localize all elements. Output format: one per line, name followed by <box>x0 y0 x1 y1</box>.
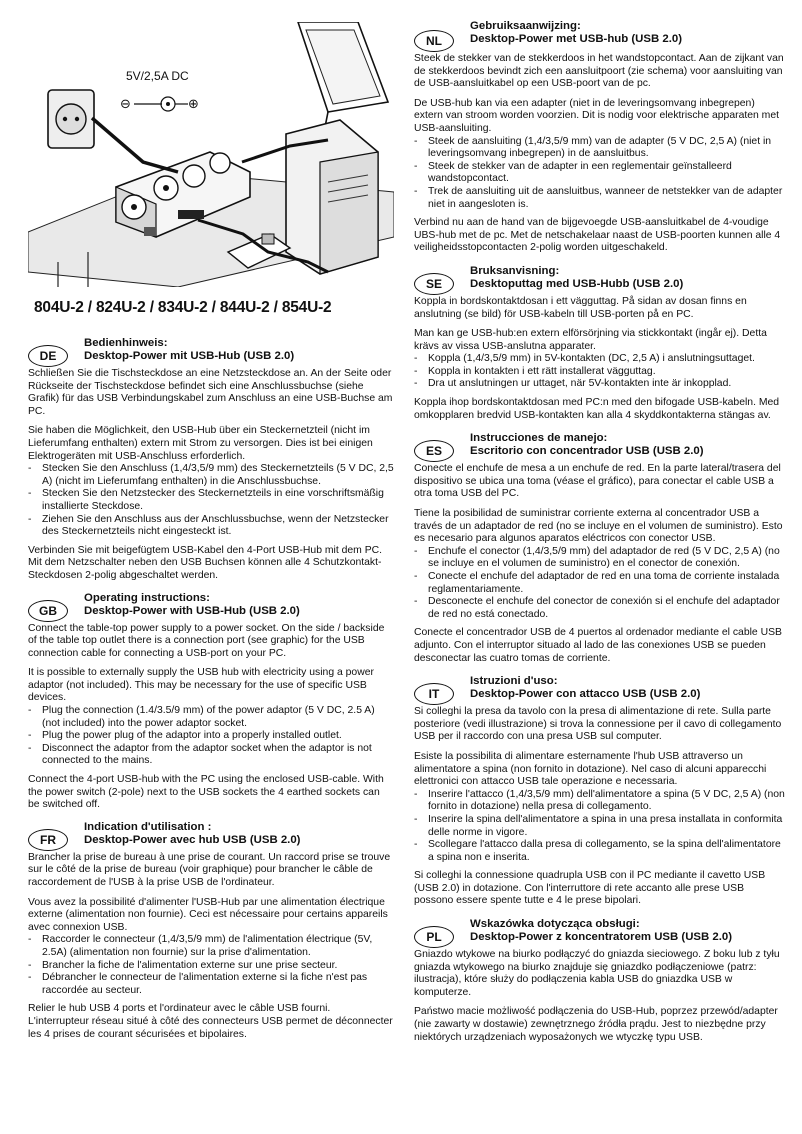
list-item: - Koppla (1,4/3,5/9 mm) in 5V-kontakten (DC, 2,5 A) i anslutningsuttaget. <box>414 353 786 366</box>
product-illustration <box>28 22 394 287</box>
step-list <box>414 546 786 622</box>
section-es <box>414 432 786 665</box>
paragraph: Verbinden Sie mit beigefügtem USB-Kabel den 4-Port USB-Hub mit dem PC. Mit dem Netzschalter neben den USB Buchsen können alle 4 Schutzkontakt-Steckdosen 2-polig abgeschaltet werden. <box>28 544 383 581</box>
list-item: - Enchufe el conector (1,4/3,5/9 mm) del adaptador de red (5 V DC, 2,5 A) (no se incluye en el volumen de suministro) en el conector de conexión. <box>414 546 786 571</box>
section-it <box>414 675 786 908</box>
paragraph: Państwo macie możliwość podłączenia do USB-Hub, poprzez przewód/adapter (nie zawarty w dostawie) zewnętrznego źródła prądu. Jest to niezbędne przy niektórych urządzeniach wyposażonych we wtyczkę typu USB. <box>414 1006 778 1043</box>
paragraph: Verbind nu aan de hand van de bijgevoegde USB-aansluitkabel de 4-voudige UBS-hub met de pc. Met de netschakelaar naast de USB-poorten kunnen alle 4 veiligheidsstopcontacten 2-polig worden uitgeschakeld. <box>414 217 781 254</box>
section-subtitle: Escritorio con concentrador USB (USB 2.0) <box>470 445 704 458</box>
paragraph: Gniazdo wtykowe na biurko podłączyć do gniazda sieciowego. Z boku lub z tyłu gniazda wtykowego na biurko znajduje się gniazdko podłączeniowe (patrz: ilustracja), które służy do podłączenia kabla USB do gniazdka USB w komputerze. <box>414 949 780 998</box>
list-item: - Ziehen Sie den Anschluss aus der Anschlussbuchse, wenn der Netzstecker des Steckernetzteils nicht eingesteckt ist. <box>28 514 394 539</box>
minus-symbol-icon: ⊖ <box>120 97 131 112</box>
language-badge-fr: FR <box>28 829 68 851</box>
paragraph: Schließen Sie die Tischsteckdose an eine Netzsteckdose an. An der Seite oder Rückseite der Tischsteckdose befindet sich eine Anschlussbuchse (siehe Grafik) für das USB Verbindungskabel zum Anschluss an eine USB-Buchse am PC. <box>28 368 393 417</box>
section-se <box>414 265 786 422</box>
paragraph: Steek de stekker van de stekkerdoos in het wandstopcontact. Aan de zijkant van de stekkerdoos bevindt zich een aansluitpoort (zie schema) voor aansluiting van de USB-aansluitkabel op een USB-poort van de pc. <box>414 53 784 90</box>
left-column <box>28 0 394 1050</box>
paragraph: Vous avez la possibilité d'alimenter l'USB-Hub par une alimentation électrique externe (alimentation non fournie). Ceci est nécessaire pour certains appareils avec connexion USB. <box>28 896 388 933</box>
section-title: Wskazówka dotycząca obsługi: <box>470 918 640 931</box>
list-item: - Raccorder le connecteur (1,4/3,5/9 mm) de l'alimentation électrique (5V, 2.5A) (alimentation non fournie) sur la prise d'alimentation. <box>28 934 394 959</box>
section-subtitle: Desktop-Power con attacco USB (USB 2.0) <box>470 688 701 701</box>
paragraph: Koppla ihop bordskontaktdosan med PC:n med den bifogade USB-kabeln. Med omkopplaren bredvid USB-kontakten kan alla 4 skyddkontakterna stängas av. <box>414 397 780 421</box>
right-column <box>414 0 786 1054</box>
section-subtitle: Desktop-Power z koncentratorem USB (USB 2.0) <box>470 931 733 944</box>
section-title: Operating instructions: <box>84 591 210 604</box>
language-badge-gb: GB <box>28 600 68 622</box>
section-subtitle: Desktop-Power met USB-hub (USB 2.0) <box>470 33 683 46</box>
wall-socket-icon <box>48 90 94 148</box>
paragraph: It is possible to externally supply the USB hub with electricity using a power adaptor (not included). This may be necessary for the use of specific USB devices. <box>28 667 374 704</box>
section-subtitle: Desktoputtag med USB-Hubb (USB 2.0) <box>470 278 684 291</box>
list-item: - Trek de aansluiting uit de aansluitbus, wanneer de netstekker van de adapter niet in aangesloten is. <box>414 186 786 211</box>
language-badge-nl: NL <box>414 30 454 52</box>
section-subtitle: Desktop-Power with USB-Hub (USB 2.0) <box>84 604 300 617</box>
list-item: - Steek de stekker van de adapter in een reglementair geïnstalleerd wandstopcontact. <box>414 161 786 186</box>
paragraph: Relier le hub USB 4 ports et l'ordinateur avec le câble USB fourni. L'interrupteur réseau situé à côté des connecteurs USB permet de déconnecter les 4 prises de courant sécurisées et bipolaires. <box>28 1003 393 1040</box>
list-item: - Stecken Sie den Anschluss (1,4/3,5/9 mm) des Steckernetzteils (5 V DC, 2,5 A) (nicht im Lieferumfang enthalten) in die Anschlussbuchse. <box>28 463 394 488</box>
section-title: Bedienhinweis: <box>84 337 168 349</box>
list-item: - Plug the connection (1.4/3.5/9 mm) of the power adaptor (5 V DC, 2.5 A) (not included) into the power adaptor socket. <box>28 705 394 730</box>
section-nl <box>414 20 786 255</box>
paragraph: Conecte el enchufe de mesa a un enchufe de red. En la parte lateral/trasera del dispositivo se ubica una toma (véase el gráfico), para conectar el cable USB a otra toma USB del PC. <box>414 463 781 500</box>
step-list <box>28 705 394 768</box>
section-title: Indication d'utilisation : <box>84 820 212 833</box>
paragraph: Connect the 4-port USB-hub with the PC using the enclosed USB-cable. With the power switch (2-pole) next to the USB sockets the 4 earthed sockets can be switched off. <box>28 774 384 811</box>
setup-diagram <box>28 22 394 287</box>
paragraph: Man kan ge USB-hub:en extern elförsörjning via stickkontakt (ingår ej). Detta krävs av vissa USB-anslutna apparater. <box>414 328 767 352</box>
paragraph: Tiene la posibilidad de suministrar corriente externa al concentrador USB a través de un adaptador de red (no se incluye en el volumen de suministro). Esto es necesario para algunos aparatos eléctricos con conector USB. <box>414 508 783 545</box>
list-item: - Disconnect the adaptor from the adaptor socket when the adaptor is not connected to the mains. <box>28 743 394 768</box>
plus-symbol-icon: ⊕ <box>188 97 199 112</box>
step-list <box>28 463 394 539</box>
cable-line <box>92 118 178 172</box>
list-item: - Desconecte el enchufe del conector de conexión si el enchufe del adaptador de red no está conectado. <box>414 596 786 621</box>
language-badge-se: SE <box>414 273 454 295</box>
list-item: - Brancher la fiche de l'alimentation externe sur une prise secteur. <box>28 960 394 973</box>
section-de <box>28 337 394 583</box>
list-item: - Dra ut anslutningen ur uttaget, när 5V-kontakten inte är inkopplad. <box>414 378 786 391</box>
paragraph: Esiste la possibilita di alimentare esternamente l'hub USB attraverso un alimentatore a spina (non fornito in dotazione). Nel caso di alcuni apparecchi elettronici con attacco USB tale operazione e necessaria. <box>414 750 767 788</box>
section-title: Gebruiksaanwijzing: <box>470 20 581 32</box>
language-badge-de: DE <box>28 345 68 367</box>
paragraph: De USB-hub kan via een adapter (niet in de leveringsomvang inbegrepen) extern van stroom worden voorzien. Dit is nodig voor elektrische apparaten met USB-aansluiting. <box>414 97 780 134</box>
list-item: - Inserire la spina dell'alimentatore a spina in una presa installata in conformita delle norme in vigore. <box>414 814 786 839</box>
model-numbers: 804U-2 / 824U-2 / 834U-2 / 844U-2 / 854U-2 <box>34 299 332 316</box>
section-gb <box>28 592 394 812</box>
paragraph: Si colleghi la connessione quadrupla USB con il PC mediante il cavetto USB (USB 2.0) in dotazione. Con l'interruttore di rete accanto alle prese USB possono essere spente tutte e 4 le prese bipolari. <box>414 870 766 907</box>
paragraph: Koppla in bordskontaktdosan i ett vägguttag. På sidan av dosan finns en anslutning (se bild) för USB-kabeln till USB-porten på en PC. <box>414 295 747 320</box>
list-item: - Scollegare l'attacco dalla presa di collegamento, se la spina dell'alimentatore a spina non e inserita. <box>414 839 786 864</box>
monitor-icon <box>298 22 388 132</box>
list-item: - Plug the power plug of the adaptor into a properly installed outlet. <box>28 730 394 743</box>
paragraph: Si colleghi la presa da tavolo con la presa di alimentazione di rete. Sulla parte posteriore (vedi illustrazione) si trova la connessione per il cavo di collegamento USB per il raccordo con una presa USB sul computer. <box>414 706 782 743</box>
language-badge-pl: PL <box>414 926 454 948</box>
language-badge-es: ES <box>414 440 454 462</box>
section-fr <box>28 821 394 1041</box>
step-list <box>414 789 786 865</box>
dc-adapter-label <box>120 69 199 112</box>
list-item: - Inserire l'attacco (1,4/3,5/9 mm) dell'alimentatore a spina (5 V DC, 2,5 A) (non fornito in dotazione) nella presa di collegamento. <box>414 789 786 814</box>
paragraph: Conecte el concentrador USB de 4 puertos al ordenador mediante el cable USB adjunto. Con el interruptor situado al lado de las conexiones USB se pueden desconectar las cuatro tomas de corriente. <box>414 627 782 664</box>
paragraph: Sie haben die Möglichkeit, den USB-Hub über ein Steckernetzteil (nicht im Lieferumfang enthalten) extern mit Strom zu versorgen. Dies ist bei einigen Elektrogeräten mit USB-Anschluss erforderlich. <box>28 425 373 462</box>
section-title: Instrucciones de manejo: <box>470 432 608 445</box>
list-item: - Conecte el enchufe del adaptador de red en una toma de corriente instalada reglamentariamente. <box>414 571 786 596</box>
list-item: - Steek de aansluiting (1,4/3,5/9 mm) van de adapter (5 V DC, 2,5 A) (niet in leveringsomvang inbegrepen) in de aansluitbus. <box>414 136 786 161</box>
section-subtitle: Desktop-Power avec hub USB (USB 2.0) <box>84 834 301 847</box>
section-title: Bruksanvisning: <box>470 264 560 277</box>
paragraph: Connect the table-top power supply to a power socket. On the side / backside of the table top outlet there is a connection port (see graphic) for the USB connection cable for connecting a USB-port on your PC. <box>28 622 385 659</box>
step-list <box>414 136 786 212</box>
language-badge-it: IT <box>414 683 454 705</box>
section-title: Istruzioni d'uso: <box>470 675 558 688</box>
list-item: - Stecken Sie den Netzstecker des Steckernetzteils in eine vorschriftsmäßig installierte Steckdose. <box>28 488 394 513</box>
list-item: - Débrancher le connecteur de l'alimentation externe si la fiche n'est pas raccordée au secteur. <box>28 972 394 997</box>
dc-rating-text: 5V/2,5A DC <box>126 69 189 83</box>
section-pl <box>414 918 786 1044</box>
list-item: - Koppla in kontakten i ett rätt installerat vägguttag. <box>414 366 786 379</box>
step-list <box>28 934 394 997</box>
paragraph: Brancher la prise de bureau à une prise de courant. Un raccord prise se trouve sur le côté de la prise de bureau (voir graphique) pour brancher le câble de raccordement de l'USB à la prise USB de l'ordinateur. <box>28 851 391 888</box>
step-list <box>414 353 786 391</box>
section-subtitle: Desktop-Power mit USB-Hub (USB 2.0) <box>84 350 295 363</box>
